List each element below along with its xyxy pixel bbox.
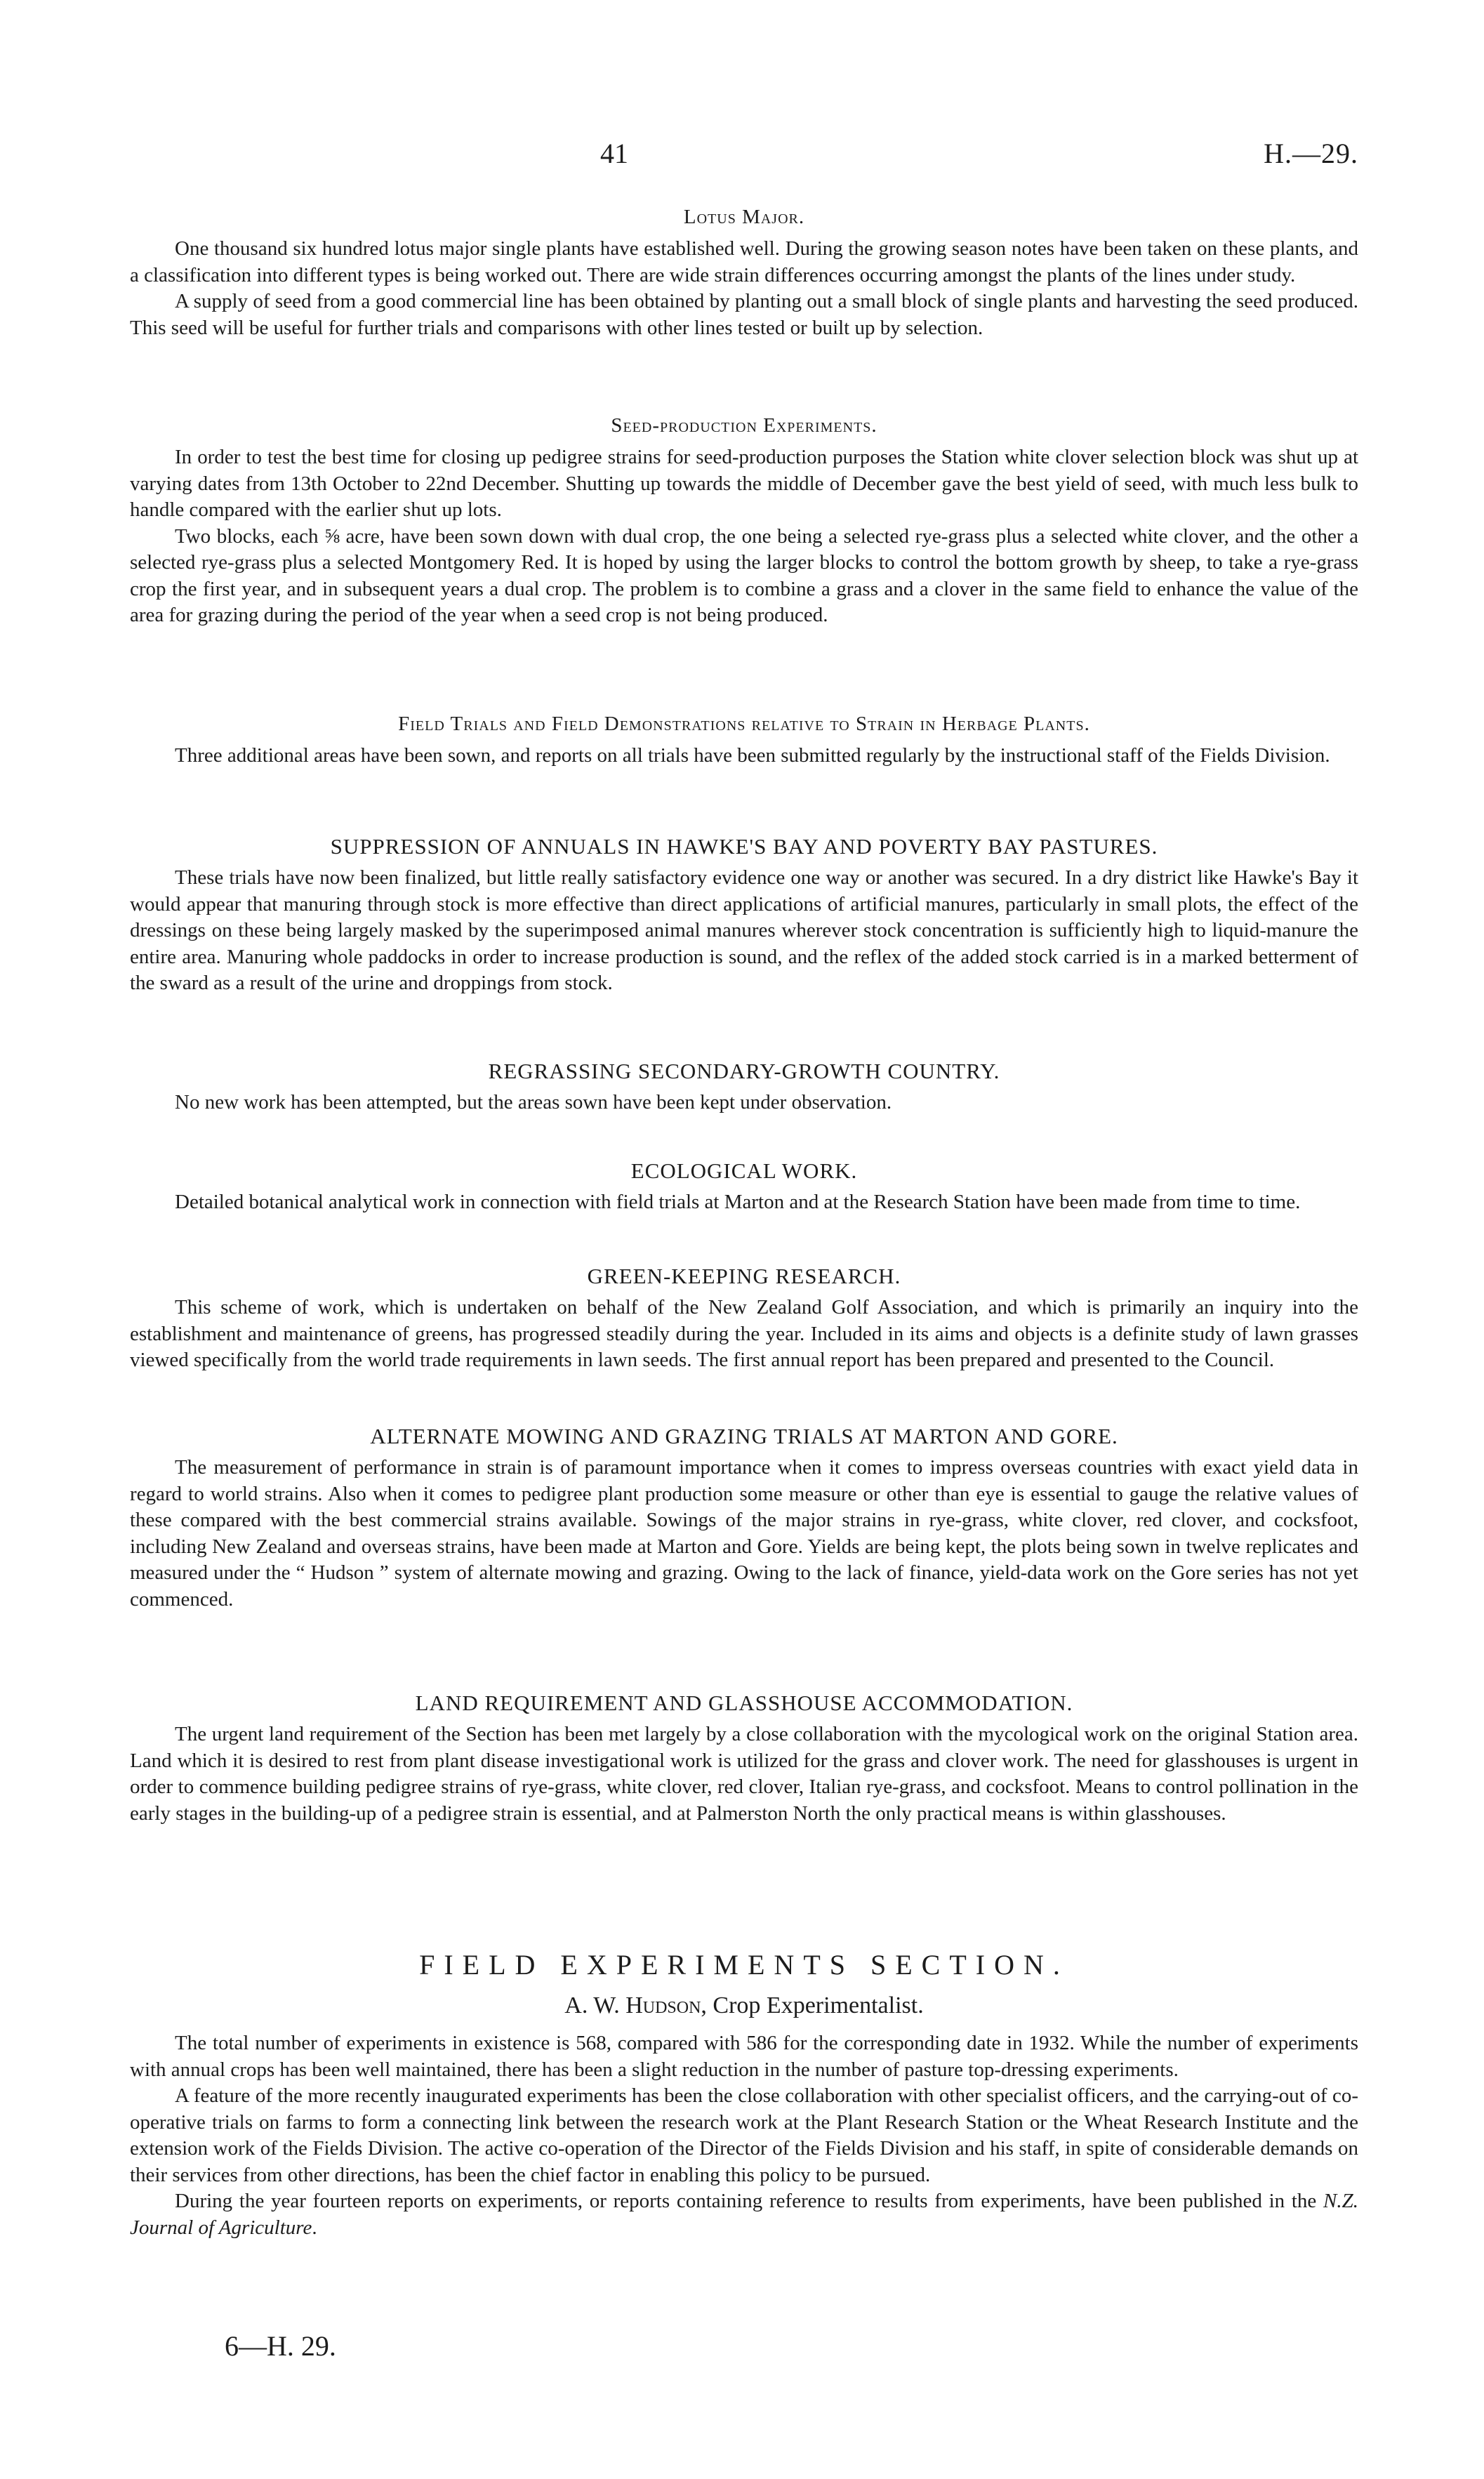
section-green-keeping — [130, 1295, 1358, 1374]
paragraph-end: . — [312, 2216, 317, 2239]
paragraph: The urgent land requirement of the Section has been met largely by a close collaboration with the mycological work on the original Station area. Land which it is desired to rest from plant disease investigational work is utilized for the grass and clover work. The need for glasshouses is urgent in order to commence building pedigree strains of rye-grass, white clover, red clover, Italian rye-grass, and cocksfoot. Means to control pollination in the early stages in the building-up of a pedigree strain is essential, and at Palmerston North the only practical means is within glasshouses. — [130, 1723, 1358, 1825]
heading-land-requirement: LAND REQUIREMENT AND GLASSHOUSE ACCOMMODATION. — [415, 1691, 1073, 1715]
paragraph: A supply of seed from a good commercial line has been obtained by planting out a small block of single plants and harvesting the seed produced. This seed will be useful for further trials and comparisons with other lines tested or built up by selection. — [130, 290, 1358, 339]
paragraph: One thousand six hundred lotus major single plants have established well. During the growing season notes have been taken on these plants, and a classification into different types is being worked out. There are wide strain differences occurring amongst the plants of the lines under study. — [130, 237, 1358, 286]
paragraph — [130, 2188, 1358, 2241]
heading-green-keeping: GREEN-KEEPING RESEARCH. — [587, 1264, 901, 1288]
paragraph: No new work has been attempted, but the areas sown have been kept under observation. — [175, 1091, 892, 1113]
author-name: A. W. Hudson, — [564, 1992, 707, 2018]
section-field-trials — [130, 743, 1358, 769]
document-reference: H.—29. — [1264, 138, 1358, 169]
section-title-field-experiments: FIELD EXPERIMENTS SECTION. — [419, 1949, 1069, 1981]
heading-regrassing: REGRASSING SECONDARY-GROWTH COUNTRY. — [488, 1059, 1000, 1083]
page-number: 41 — [600, 138, 628, 169]
section-alternate-mowing — [130, 1455, 1358, 1613]
paragraph: A feature of the more recently inaugurated experiments has been the close collaboration with other specialist officers, and the carrying-out of co-operative trials on farms to form a connecting link between the research work at the Plant Research Station or the Wheat Research Institute and the extension work of the Fields Division. The active co-operation of the Director of the Fields Division and his staff, in spite of considerable demands on their services from other directions, has been the chief factor in enabling this policy to be pursued. — [130, 2084, 1358, 2186]
footer-signature: 6—H. 29. — [225, 2330, 336, 2362]
paragraph: The total number of experiments in existence is 568, compared with 586 for the corresponding date in 1932. While the number of experiments with annual crops has been well maintained, there has been a slight reduction in the number of pasture top-dressing experiments. — [130, 2032, 1358, 2081]
paragraph-text: During the year fourteen reports on experiments, or reports containing reference to results from experiments, have been published in the — [175, 2190, 1324, 2212]
paragraph: Detailed botanical analytical work in connection with field trials at Marton and at the Research Station have been made from time to time. — [175, 1191, 1301, 1213]
paragraph: Two blocks, each ⅝ acre, have been sown down with dual crop, the one being a selected rye-grass plus a selected white clover, and the other a selected rye-grass plus a selected Montgomery Red. It is hoped by using the larger blocks to control the bottom growth by sheep, to take a rye-grass crop the first year, and in subsequent years a dual crop. The problem is to combine a grass and a clover in the same field to enhance the value of the area for grazing during the period of the year when a seed crop is not being produced. — [130, 524, 1358, 626]
paragraph: These trials have now been finalized, but little really satisfactory evidence one way or another was secured. In a dry district like Hawke's Bay it would appear that manuring through stock is more effective than direct applications of artificial manures, particularly in small plots, the effect of the dressings on these being largely masked by the superimposed animal manures wherever stock concentration is sufficiently high to liquid-manure the entire area. Manuring whole paddocks in order to increase production is sound, and the reflex of the added stock carried is in a marked betterment of the sward as a result of the urine and droppings from stock. — [130, 866, 1358, 994]
paragraph: This scheme of work, which is undertaken on behalf of the New Zealand Golf Association, and which is primarily an inquiry into the establishment and maintenance of greens, has progressed steadily during the year. Included in its aims and objects is a definite study of lawn grasses viewed specifically from the world trade requirements in lawn seeds. The first annual report has been prepared and presented to the Council. — [130, 1296, 1358, 1371]
section-seed-production — [130, 444, 1358, 629]
section-regrassing — [130, 1090, 1358, 1116]
heading-suppression-of-annuals: SUPPRESSION OF ANNUALS IN HAWKE'S BAY AND POVERTY BAY PASTURES. — [330, 834, 1158, 859]
heading-lotus-major: Lotus Major. — [683, 206, 805, 228]
section-suppression-of-annuals — [130, 865, 1358, 997]
author-line — [130, 1992, 1358, 2019]
author-role: Crop Experimentalist. — [706, 1992, 924, 2018]
section-lotus-major — [130, 236, 1358, 341]
heading-alternate-mowing: ALTERNATE MOWING AND GRAZING TRIALS AT MARTON AND GORE. — [370, 1424, 1118, 1448]
paragraph: Three additional areas have been sown, and reports on all trials have been submitted regularly by the instructional staff of the Fields Division. — [175, 744, 1330, 767]
paragraph: The measurement of performance in strain is of paramount importance when it comes to impress overseas countries with exact yield data in regard to world strains. Also when it comes to pedigree plant production some measure or other than eye is essential to gauge the relative values of these compared with the best commercial strains available. Sowings of the major strains in rye-grass, white clover, red clover, and cocksfoot, including New Zealand and overseas strains, have been made at Marton and Gore. Yields are being kept, the plots being sown in twelve replicates and measured under the “ Hudson ” system of alternate mowing and grazing. Owing to the lack of finance, yield-data work on the Gore series has not yet commenced. — [130, 1456, 1358, 1611]
heading-seed-production: Seed-production Experiments. — [611, 414, 877, 437]
journal-title: N.Z. Journal of Agriculture — [130, 2190, 1358, 2239]
section-field-experiments — [130, 2030, 1358, 2241]
section-ecological-work — [130, 1189, 1358, 1216]
paragraph: In order to test the best time for closing up pedigree strains for seed-production purposes the Station white clover selection block was shut up at varying dates from 13th October to 22nd December. Shutting up towards the middle of December gave the best yield of seed, with much less bulk to handle compared with the earlier shut up lots. — [130, 446, 1358, 521]
heading-field-trials: Field Trials and Field Demonstrations relative to Strain in Herbage Plants. — [398, 713, 1090, 735]
heading-ecological-work: ECOLOGICAL WORK. — [630, 1158, 858, 1183]
section-land-requirement — [130, 1721, 1358, 1827]
